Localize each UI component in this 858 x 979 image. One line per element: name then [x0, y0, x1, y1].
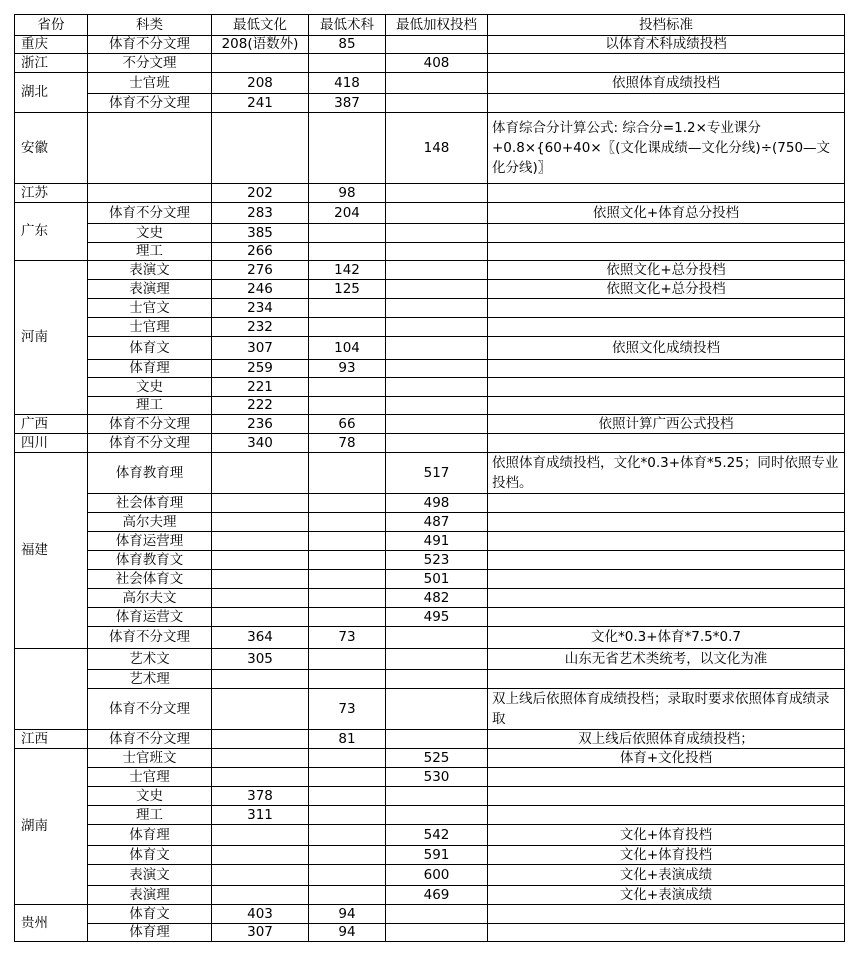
- cell-standard: [488, 532, 845, 551]
- cell-subject: 文史: [88, 378, 212, 397]
- cell-min-culture: [212, 749, 309, 768]
- table-row: [15, 670, 845, 689]
- table-row: [15, 261, 845, 280]
- cell-min-weighted: [386, 627, 488, 649]
- cell-min-culture: 241: [212, 94, 309, 113]
- cell-standard: [488, 905, 845, 924]
- cell-min-culture: [212, 113, 309, 184]
- table-row: [15, 360, 845, 378]
- cell-min-culture: [212, 730, 309, 749]
- cell-standard: 依照文化成绩投档: [488, 337, 845, 360]
- cell-subject: 社会体育文: [88, 570, 212, 589]
- cell-min-weighted: [386, 36, 488, 54]
- table-row: [15, 113, 845, 184]
- table-row: [15, 627, 845, 649]
- cell-min-weighted: 542: [386, 825, 488, 846]
- cell-min-weighted: [386, 224, 488, 243]
- cell-min-skill: 73: [309, 627, 386, 649]
- table-row: [15, 54, 845, 73]
- header-row: [15, 15, 845, 36]
- cell-subject: 体育文: [88, 905, 212, 924]
- cell-min-skill: [309, 825, 386, 846]
- cell-standard: [488, 434, 845, 453]
- cell-subject: 理工: [88, 397, 212, 415]
- cell-min-culture: 236: [212, 415, 309, 434]
- cell-min-weighted: 517: [386, 453, 488, 494]
- cell-subject: 表演理: [88, 280, 212, 299]
- cell-subject: 文史: [88, 224, 212, 243]
- cell-subject: 高尔夫理: [88, 513, 212, 532]
- cell-min-culture: [212, 689, 309, 730]
- cell-min-skill: [309, 224, 386, 243]
- cell-min-weighted: 482: [386, 589, 488, 608]
- header-standard: 投档标准: [488, 15, 845, 36]
- cell-subject: 体育不分文理: [88, 415, 212, 434]
- table-row: [15, 749, 845, 768]
- cell-min-weighted: 591: [386, 846, 488, 865]
- cell-min-culture: 234: [212, 299, 309, 318]
- cell-subject: 体育教育理: [88, 453, 212, 494]
- cell-subject: 体育教育文: [88, 551, 212, 570]
- cell-min-culture: 208(语数外): [212, 36, 309, 54]
- cell-subject: 艺术文: [88, 649, 212, 670]
- cell-min-skill: 125: [309, 280, 386, 299]
- cell-standard: [488, 224, 845, 243]
- cell-min-weighted: [386, 203, 488, 224]
- cell-min-culture: [212, 453, 309, 494]
- cell-standard: 双上线后依照体育成绩投档；录取时要求依照体育成绩录取: [488, 689, 845, 730]
- cell-min-culture: 385: [212, 224, 309, 243]
- cell-min-culture: 378: [212, 787, 309, 806]
- cell-min-skill: [309, 846, 386, 865]
- cell-min-weighted: [386, 670, 488, 689]
- cell-subject: 士官班: [88, 73, 212, 94]
- table-row: [15, 299, 845, 318]
- cell-min-skill: [309, 378, 386, 397]
- cell-min-culture: [212, 825, 309, 846]
- cell-min-weighted: [386, 243, 488, 261]
- cell-min-weighted: [386, 689, 488, 730]
- cell-min-culture: 311: [212, 806, 309, 825]
- cell-subject: 士官班文: [88, 749, 212, 768]
- cell-min-culture: [212, 846, 309, 865]
- cell-min-skill: [309, 397, 386, 415]
- cell-min-weighted: 495: [386, 608, 488, 627]
- cell-subject: 体育不分文理: [88, 94, 212, 113]
- table-row: [15, 73, 845, 94]
- cell-min-culture: 232: [212, 318, 309, 337]
- cell-min-skill: [309, 494, 386, 513]
- cell-min-weighted: 600: [386, 865, 488, 886]
- cell-min-skill: [309, 318, 386, 337]
- cell-min-skill: [309, 749, 386, 768]
- cell-min-culture: [212, 589, 309, 608]
- cell-min-skill: [309, 513, 386, 532]
- cell-min-culture: 208: [212, 73, 309, 94]
- cell-min-weighted: [386, 299, 488, 318]
- cell-min-culture: 283: [212, 203, 309, 224]
- cell-subject: 表演文: [88, 865, 212, 886]
- cell-subject: 体育不分文理: [88, 434, 212, 453]
- cell-subject: 体育不分文理: [88, 689, 212, 730]
- table-row: [15, 280, 845, 299]
- cell-min-culture: 340: [212, 434, 309, 453]
- cell-min-skill: 98: [309, 184, 386, 203]
- table-row: [15, 608, 845, 627]
- cell-province: 江西: [15, 730, 88, 749]
- cell-standard: [488, 608, 845, 627]
- cell-standard: 文化*0.3+体育*7.5*0.7: [488, 627, 845, 649]
- cell-standard: 文化+体育投档: [488, 825, 845, 846]
- header-min-culture: 最低文化: [212, 15, 309, 36]
- cell-standard: [488, 924, 845, 942]
- cell-min-weighted: [386, 360, 488, 378]
- cell-province: 浙江: [15, 54, 88, 73]
- cell-standard: [488, 806, 845, 825]
- cell-min-culture: [212, 886, 309, 905]
- cell-province: 福建: [15, 453, 88, 649]
- cell-min-skill: [309, 532, 386, 551]
- cell-min-culture: 307: [212, 924, 309, 942]
- cell-min-culture: 202: [212, 184, 309, 203]
- cell-standard: [488, 378, 845, 397]
- cell-subject: 士官理: [88, 768, 212, 787]
- cell-min-skill: [309, 608, 386, 627]
- cell-min-skill: [309, 453, 386, 494]
- table-row: [15, 494, 845, 513]
- cell-min-skill: [309, 886, 386, 905]
- cell-subject: 不分文理: [88, 54, 212, 73]
- cell-min-skill: 418: [309, 73, 386, 94]
- cell-min-skill: 66: [309, 415, 386, 434]
- cell-province: 广东: [15, 203, 88, 261]
- cell-min-weighted: 408: [386, 54, 488, 73]
- cell-standard: [488, 670, 845, 689]
- table-row: [15, 846, 845, 865]
- cell-min-culture: [212, 865, 309, 886]
- table-row: [15, 36, 845, 54]
- cell-min-culture: 305: [212, 649, 309, 670]
- cell-min-culture: 403: [212, 905, 309, 924]
- cell-min-skill: 142: [309, 261, 386, 280]
- cell-province: 江苏: [15, 184, 88, 203]
- cell-subject: 体育不分文理: [88, 203, 212, 224]
- cell-min-weighted: 525: [386, 749, 488, 768]
- table-row: [15, 924, 845, 942]
- cell-min-culture: [212, 768, 309, 787]
- cell-subject: 理工: [88, 243, 212, 261]
- cell-standard: [488, 184, 845, 203]
- table-row: [15, 551, 845, 570]
- cell-province: [15, 649, 88, 730]
- cell-min-skill: 94: [309, 905, 386, 924]
- cell-standard: 依照文化+总分投档: [488, 280, 845, 299]
- cell-min-skill: [309, 649, 386, 670]
- cell-standard: 文化+体育投档: [488, 846, 845, 865]
- cell-province: 四川: [15, 434, 88, 453]
- cell-min-weighted: [386, 378, 488, 397]
- cell-min-weighted: [386, 924, 488, 942]
- cell-province: 河南: [15, 261, 88, 415]
- header-subject: 科类: [88, 15, 212, 36]
- cell-standard: [488, 570, 845, 589]
- cell-subject: 体育不分文理: [88, 36, 212, 54]
- cell-min-weighted: 469: [386, 886, 488, 905]
- cell-standard: 山东无省艺术类统考，以文化为准: [488, 649, 845, 670]
- table-row: [15, 865, 845, 886]
- cell-min-skill: 387: [309, 94, 386, 113]
- cell-min-weighted: [386, 730, 488, 749]
- cell-standard: [488, 551, 845, 570]
- cell-subject: 体育运营文: [88, 608, 212, 627]
- cell-min-weighted: [386, 806, 488, 825]
- cell-subject: 文史: [88, 787, 212, 806]
- cell-subject: [88, 184, 212, 203]
- cell-standard: 依照文化+体育总分投档: [488, 203, 845, 224]
- cell-min-culture: [212, 670, 309, 689]
- cell-min-weighted: [386, 397, 488, 415]
- cell-standard: 依照体育成绩投档，文化*0.3+体育*5.25；同时依照专业投档。: [488, 453, 845, 494]
- cell-standard: [488, 94, 845, 113]
- cell-min-skill: 73: [309, 689, 386, 730]
- table-row: [15, 825, 845, 846]
- cell-subject: 体育理: [88, 825, 212, 846]
- cell-min-skill: [309, 806, 386, 825]
- cell-min-skill: [309, 299, 386, 318]
- cell-subject: 体育文: [88, 337, 212, 360]
- cell-min-skill: 94: [309, 924, 386, 942]
- cell-subject: 士官理: [88, 318, 212, 337]
- cell-standard: [488, 299, 845, 318]
- table-row: [15, 203, 845, 224]
- cell-min-weighted: 523: [386, 551, 488, 570]
- cell-standard: 依照计算广西公式投档: [488, 415, 845, 434]
- table-row: [15, 905, 845, 924]
- cell-standard: [488, 768, 845, 787]
- cell-min-skill: [309, 551, 386, 570]
- cell-subject: 体育不分文理: [88, 730, 212, 749]
- table-row: [15, 397, 845, 415]
- table-row: [15, 570, 845, 589]
- table-row: [15, 589, 845, 608]
- cell-min-culture: 364: [212, 627, 309, 649]
- cell-standard: 体育综合分计算公式: 综合分=1.2×专业课分+0.8×{60+40×〖(文化课成绩—文化分线)÷(750—文化分线)〗: [488, 113, 845, 184]
- cell-min-weighted: [386, 261, 488, 280]
- cell-min-skill: 93: [309, 360, 386, 378]
- cell-subject: 体育理: [88, 360, 212, 378]
- cell-subject: 理工: [88, 806, 212, 825]
- table-row: [15, 415, 845, 434]
- cell-min-skill: [309, 865, 386, 886]
- table-row: [15, 513, 845, 532]
- cell-min-skill: [309, 570, 386, 589]
- cell-min-skill: [309, 54, 386, 73]
- table-row: [15, 184, 845, 203]
- cell-subject: 社会体育理: [88, 494, 212, 513]
- cell-province: 湖南: [15, 749, 88, 905]
- cell-standard: 依照文化+总分投档: [488, 261, 845, 280]
- cell-min-weighted: 501: [386, 570, 488, 589]
- cell-min-skill: 81: [309, 730, 386, 749]
- cell-min-culture: 307: [212, 337, 309, 360]
- table-row: [15, 886, 845, 905]
- cell-min-weighted: [386, 73, 488, 94]
- table-row: [15, 224, 845, 243]
- cell-min-culture: [212, 551, 309, 570]
- cell-min-weighted: 148: [386, 113, 488, 184]
- cell-province: 湖北: [15, 73, 88, 113]
- cell-min-weighted: [386, 787, 488, 806]
- cell-standard: [488, 513, 845, 532]
- table-row: [15, 649, 845, 670]
- cell-min-weighted: 498: [386, 494, 488, 513]
- cell-standard: [488, 360, 845, 378]
- cell-min-culture: 259: [212, 360, 309, 378]
- cell-min-weighted: [386, 649, 488, 670]
- cell-min-weighted: [386, 434, 488, 453]
- table-row: [15, 730, 845, 749]
- cell-min-weighted: [386, 337, 488, 360]
- cell-province: 安徽: [15, 113, 88, 184]
- table-row: [15, 453, 845, 494]
- table-row: [15, 378, 845, 397]
- cell-min-culture: 221: [212, 378, 309, 397]
- cell-min-skill: [309, 243, 386, 261]
- admission-table: [14, 14, 845, 942]
- cell-min-culture: [212, 608, 309, 627]
- header-min-weighted: 最低加权投档: [386, 15, 488, 36]
- cell-min-culture: 222: [212, 397, 309, 415]
- cell-subject: 体育理: [88, 924, 212, 942]
- table-row: [15, 434, 845, 453]
- cell-subject: 表演理: [88, 886, 212, 905]
- cell-min-weighted: [386, 415, 488, 434]
- cell-standard: 以体育术科成绩投档: [488, 36, 845, 54]
- header-min-skill: 最低术科: [309, 15, 386, 36]
- cell-subject: 体育运营理: [88, 532, 212, 551]
- cell-min-culture: [212, 532, 309, 551]
- cell-min-culture: [212, 54, 309, 73]
- cell-min-weighted: [386, 94, 488, 113]
- cell-standard: [488, 243, 845, 261]
- table-row: [15, 787, 845, 806]
- cell-min-skill: [309, 768, 386, 787]
- cell-min-skill: 78: [309, 434, 386, 453]
- cell-subject: 高尔夫文: [88, 589, 212, 608]
- table-row: [15, 94, 845, 113]
- cell-min-skill: 204: [309, 203, 386, 224]
- cell-province: 重庆: [15, 36, 88, 54]
- cell-subject: 表演文: [88, 261, 212, 280]
- cell-min-culture: 246: [212, 280, 309, 299]
- cell-standard: 体育+文化投档: [488, 749, 845, 768]
- cell-standard: [488, 318, 845, 337]
- cell-min-weighted: 487: [386, 513, 488, 532]
- cell-min-skill: 104: [309, 337, 386, 360]
- cell-min-weighted: [386, 905, 488, 924]
- cell-province: 贵州: [15, 905, 88, 942]
- cell-standard: 文化+表演成绩: [488, 886, 845, 905]
- cell-min-skill: [309, 589, 386, 608]
- cell-min-culture: [212, 494, 309, 513]
- table-row: [15, 318, 845, 337]
- cell-min-skill: [309, 113, 386, 184]
- cell-min-skill: [309, 787, 386, 806]
- cell-standard: [488, 397, 845, 415]
- cell-standard: [488, 494, 845, 513]
- cell-subject: [88, 113, 212, 184]
- table-row: [15, 532, 845, 551]
- table-row: [15, 768, 845, 787]
- table-row: [15, 806, 845, 825]
- cell-min-culture: [212, 570, 309, 589]
- cell-subject: 艺术理: [88, 670, 212, 689]
- cell-subject: 体育不分文理: [88, 627, 212, 649]
- cell-subject: 士官文: [88, 299, 212, 318]
- table-row: [15, 689, 845, 730]
- cell-standard: [488, 589, 845, 608]
- cell-min-weighted: 530: [386, 768, 488, 787]
- cell-standard: 双上线后依照体育成绩投档；: [488, 730, 845, 749]
- cell-min-weighted: [386, 318, 488, 337]
- cell-min-weighted: [386, 184, 488, 203]
- table-row: [15, 337, 845, 360]
- cell-standard: [488, 787, 845, 806]
- cell-standard: 文化+表演成绩: [488, 865, 845, 886]
- cell-subject: 体育文: [88, 846, 212, 865]
- cell-standard: [488, 54, 845, 73]
- cell-standard: 依照体育成绩投档: [488, 73, 845, 94]
- header-province: 省份: [15, 15, 88, 36]
- cell-min-weighted: 491: [386, 532, 488, 551]
- cell-min-weighted: [386, 280, 488, 299]
- table-row: [15, 243, 845, 261]
- cell-province: 广西: [15, 415, 88, 434]
- cell-min-culture: 276: [212, 261, 309, 280]
- cell-min-skill: [309, 670, 386, 689]
- cell-min-skill: 85: [309, 36, 386, 54]
- cell-min-culture: [212, 513, 309, 532]
- cell-min-culture: 266: [212, 243, 309, 261]
